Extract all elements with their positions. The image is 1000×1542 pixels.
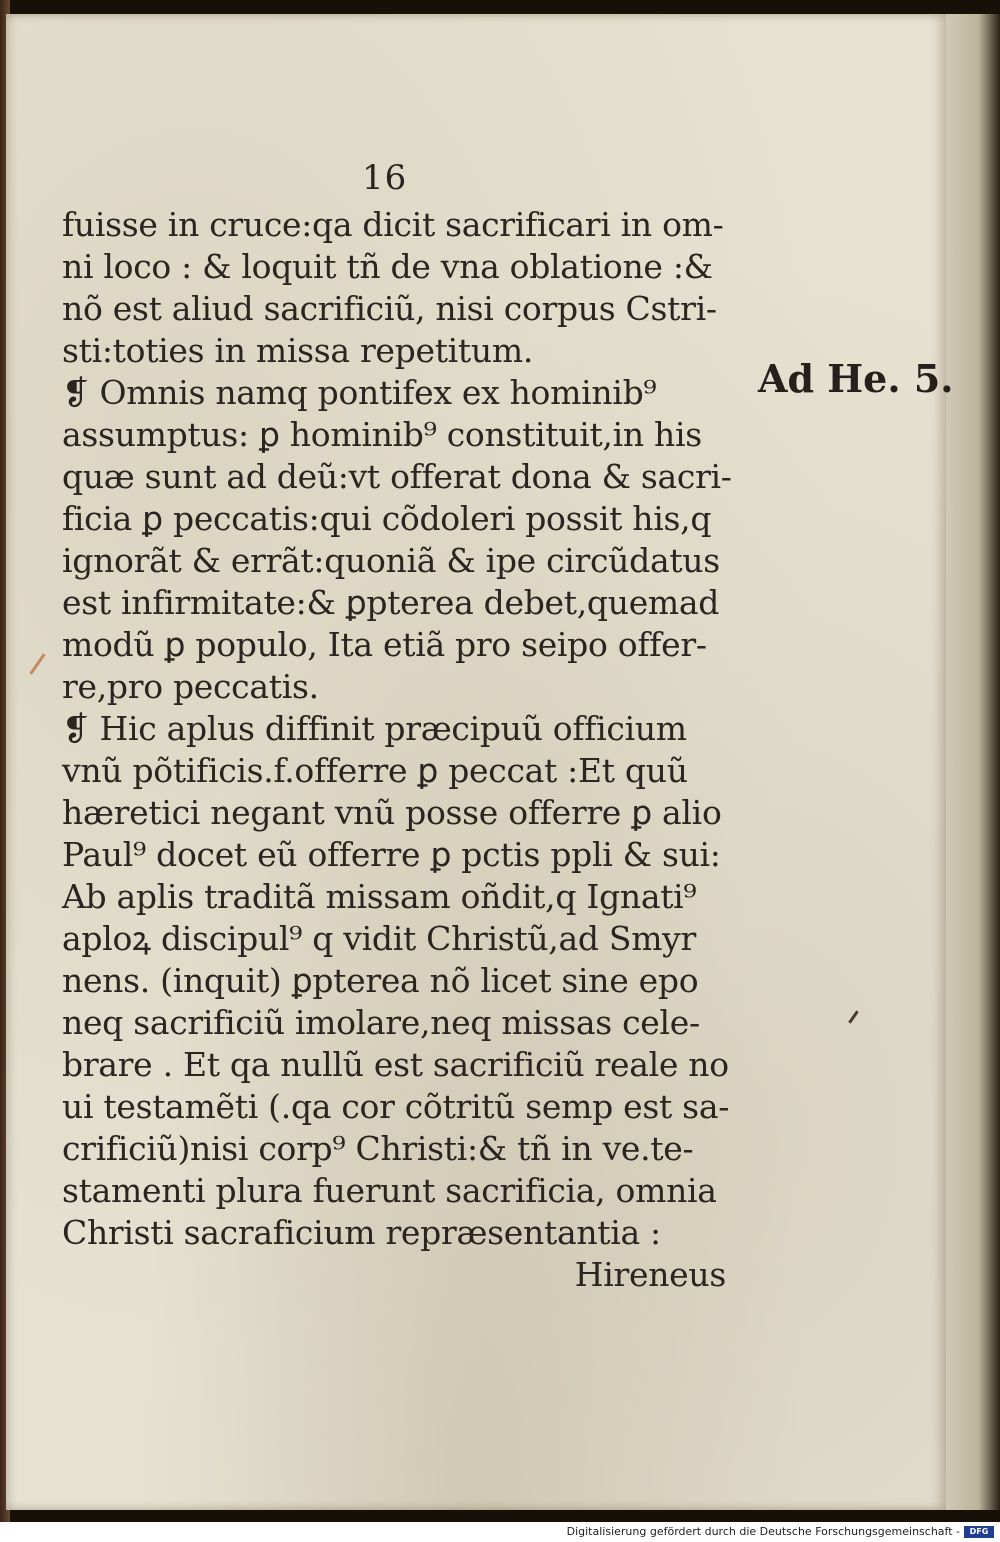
text-block [62,204,742,1296]
text-line: nõ est aliud sacrificiũ, nisi corpus Cstri- [62,289,717,328]
text-line: ❡ Omnis namq pontifex ex hominib⁹ [62,373,657,412]
text-line: ui testamẽti (.qa cor cõtritũ semp est sa- [62,1087,730,1126]
footer [0,1522,1000,1542]
text-line: ni loco : & loquit tñ de vna oblatione :& [62,247,713,286]
text-line: nens. (inquit) ꝑpterea nõ licet sine epo [62,961,699,1000]
text-line: ficia ꝑ peccatis:qui cõdoleri possit his,q [62,499,712,538]
dfg-logo-icon: DFG [964,1526,994,1538]
adjacent-page-strip [946,14,1000,1510]
text-line: hæretici negant vnũ posse offerre ꝑ alio [62,793,722,832]
text-line: re,pro peccatis. [62,667,319,706]
text-line: ❡ Hic aplus diffinit præcipuũ officium [62,709,687,748]
text-line: neq sacrificiũ imolare,neq missas cele- [62,1003,700,1042]
footer-credit: Digitalisierung gefördert durch die Deutsche Forschungsgemeinschaft - [566,1525,960,1538]
page-number: 16 [362,158,408,198]
text-line: modũ ꝑ populo, Ita etiã pro seipo offer- [62,625,707,664]
text-line: Ab aplis traditã missam oñdit,q Ignati⁹ [62,877,697,916]
text-line: Christi sacraficium repræsentantia : [62,1213,661,1252]
text-line: est infirmitate:& ꝑpterea debet,quemad [62,583,720,622]
marginal-note: Ad He. 5. [758,356,954,401]
text-line: crificiũ)nisi corp⁹ Christi:& tñ in ve.te- [62,1129,694,1168]
text-line: stamenti plura fuerunt sacrificia, omnia [62,1171,717,1210]
text-line: brare . Et qa nullũ est sacrificiũ reale no [62,1045,729,1084]
text-line: fuisse in cruce:qa dicit sacrificari in om- [62,205,724,244]
text-line: Paul⁹ docet eũ offerre ꝑ pctis ppli & sui: [62,835,721,874]
text-line: sti:toties in missa repetitum. [62,331,534,370]
text-line: assumptus: ꝑ hominib⁹ constituit,in his [62,415,702,454]
text-line: vnũ põtificis.f.offerre ꝑ peccat :Et quũ [62,751,688,790]
text-line: ignorãt & errãt:quoniã & ipe circũdatus [62,541,720,580]
catchword: Hireneus [574,1255,726,1294]
text-line: aploꝝ discipul⁹ q vidit Christũ,ad Smyr [62,919,697,958]
text-line: quæ sunt ad deũ:vt offerat dona & sacri- [62,457,732,496]
